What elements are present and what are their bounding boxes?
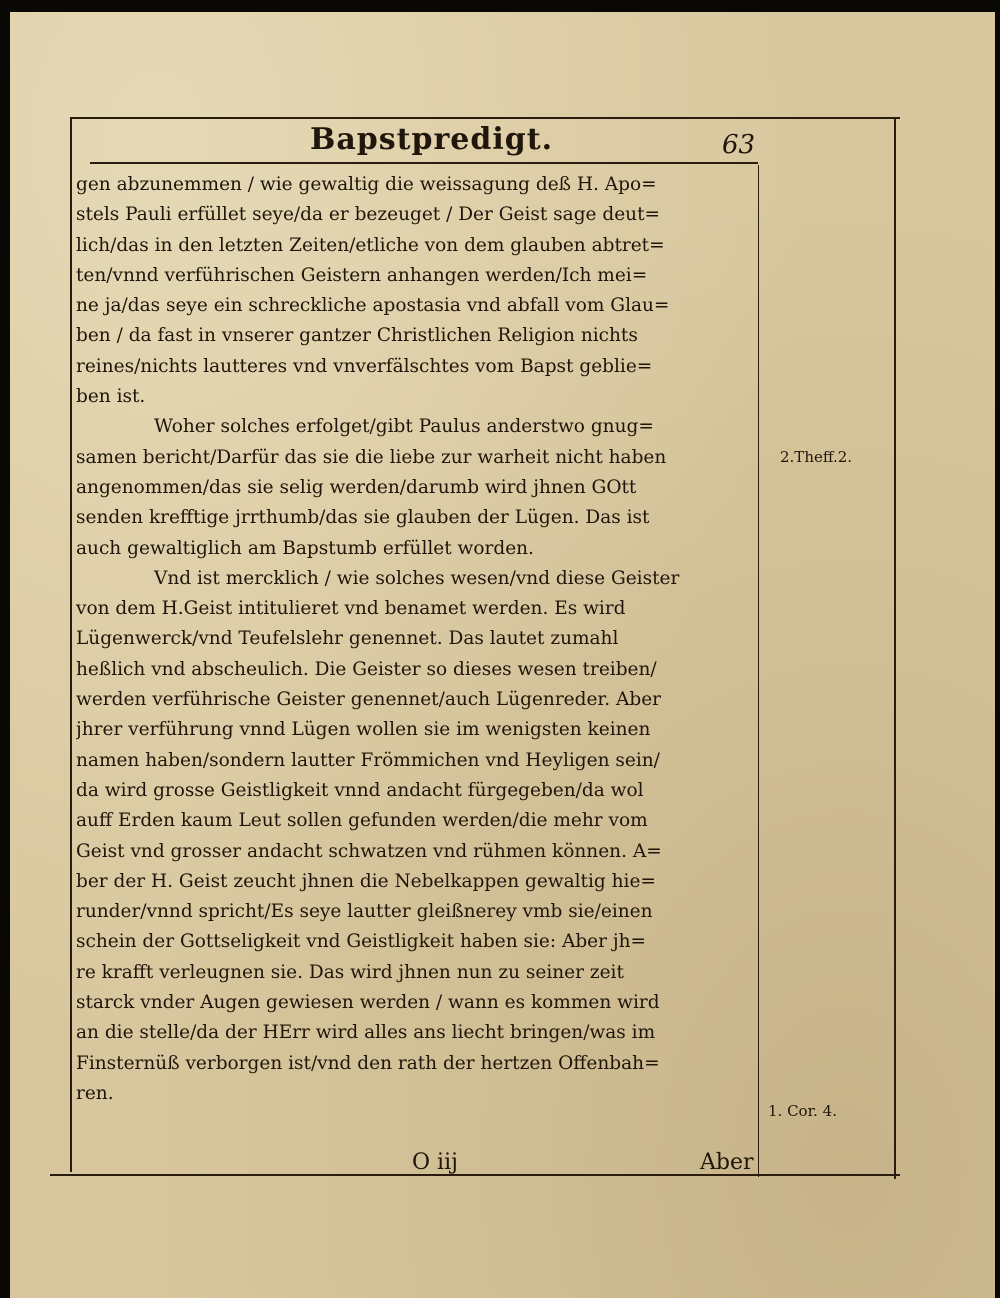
catchword: Aber [700, 1150, 754, 1175]
text-line: schein der Gottseligkeit vnd Geistligkeit haben sie: Aber jh= [76, 931, 646, 953]
frame-bottom-rule [50, 1174, 900, 1176]
text-line: ne ja/das seye ein schreckliche apostasia vnd abfall vom Glau= [76, 295, 670, 317]
text-line: werden verführische Geister genennet/auch Lügenreder. Aber [76, 689, 661, 711]
frame-top-rule [70, 117, 900, 119]
marginal-note-thessalonians: 2.Theff.2. [780, 448, 853, 466]
text-line: gen abzunemmen / wie gewaltig die weissagung deß H. Apo= [76, 174, 657, 195]
paragraph-first-line: Woher solches erfolget/gibt Paulus anderstwo gnug= [154, 416, 654, 438]
text-line: Lügenwerck/vnd Teufelslehr genennet. Das lautet zumahl [76, 628, 619, 650]
text-line: senden krefftige jrrthumb/das sie glauben der Lügen. Das ist [76, 507, 650, 529]
text-line: ben / da fast in vnserer gantzer Christlichen Religion nichts [76, 325, 638, 347]
frame-right-rule [894, 117, 896, 1179]
header-rule [90, 162, 758, 164]
text-line: heßlich vnd abscheulich. Die Geister so dieses wesen treiben/ [76, 658, 657, 680]
text-line: samen bericht/Darfür das sie die liebe zur warheit nicht haben [76, 446, 667, 468]
text-line: auch gewaltiglich am Bapstumb erfüllet worden. [76, 537, 534, 559]
text-line: runder/vnnd spricht/Es seye lautter gleißnerey vmb sie/einen [76, 901, 653, 923]
running-head: Bapstpredigt. [310, 122, 554, 157]
text-line: ber der H. Geist zeucht jhnen die Nebelkappen gewaltig hie= [76, 870, 656, 892]
text-line: lich/das in den letzten Zeiten/etliche von dem glauben abtret= [76, 234, 665, 256]
text-line: Geist vnd grosser andacht schwatzen vnd rühmen können. A= [76, 840, 662, 862]
text-line: an die stelle/da der HErr wird alles ans liecht bringen/was im [76, 1022, 656, 1044]
paragraph-first-line: Vnd ist mercklich / wie solches wesen/vnd diese Geister [154, 567, 680, 589]
text-line: namen haben/sondern lautter Frömmichen vnd Heyligen sein/ [76, 749, 660, 771]
marginal-note-corinthians: 1. Cor. 4. [768, 1102, 837, 1120]
text-line: starck vnder Augen gewiesen werden / wann es kommen wird [76, 992, 660, 1014]
text-line: ben ist. [76, 386, 146, 408]
body-text [76, 170, 766, 1109]
signature-mark: O iij [412, 1150, 458, 1175]
text-line: angenommen/das sie selig werden/darumb wird jhnen GOtt [76, 476, 637, 498]
text-line: ten/vnnd verführischen Geistern anhangen werden/Ich mei= [76, 264, 648, 286]
page-number: 63 [722, 130, 756, 160]
text-line: ren. [76, 1082, 114, 1104]
text-line: auff Erden kaum Leut sollen gefunden werden/die mehr vom [76, 810, 648, 832]
book-page [10, 12, 995, 1298]
text-line: Finsternüß verborgen ist/vnd den rath der hertzen Offenbah= [76, 1052, 660, 1074]
text-line: stels Pauli erfüllet seye/da er bezeuget / Der Geist sage deut= [76, 204, 661, 226]
text-line: jhrer verführung vnnd Lügen wollen sie im wenigsten keinen [76, 719, 651, 741]
text-line: re krafft verleugnen sie. Das wird jhnen nun zu seiner zeit [76, 961, 624, 983]
text-line: von dem H.Geist intitulieret vnd benamet werden. Es wird [76, 598, 626, 620]
frame-left-rule [70, 117, 72, 1172]
text-line: da wird grosse Geistligkeit vnnd andacht fürgegeben/da wol [76, 779, 644, 801]
text-line: reines/nichts lautteres vnd vnverfälschtes vom Bapst geblie= [76, 355, 653, 377]
